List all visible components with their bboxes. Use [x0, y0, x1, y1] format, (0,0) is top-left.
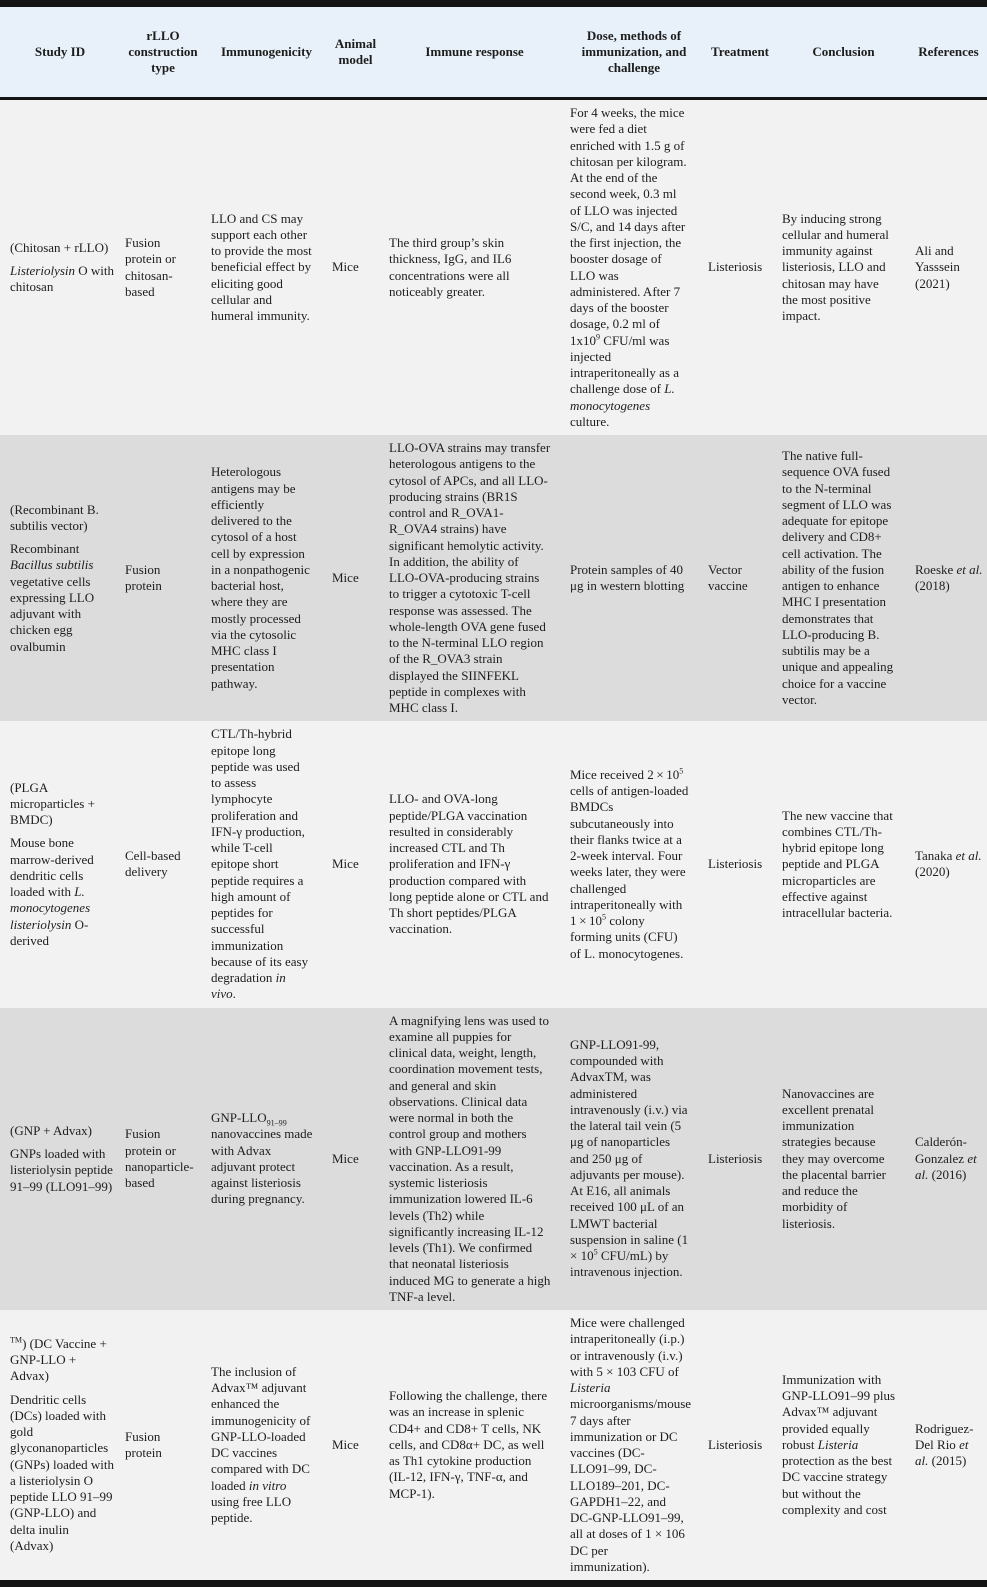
study-id-description: Dendritic cells (DCs) loaded with gold glyconanoparticles (GNPs) loaded with a listeriolysin O peptide LLO 91–99 (GNP-LLO) and delta inulin (Advax): [10, 1391, 114, 1553]
animal-model-cell: Mice: [332, 856, 359, 872]
construction-type-cell: Fusion protein: [125, 561, 162, 594]
animal-model-cell: Mice: [332, 570, 359, 585]
treatment-cell: Listeriosis: [708, 856, 763, 872]
dose-cell: Mice received $2 \times 10^5$ cells of antigen-loaded BMDCs subcutaneously into their flanks twice at a 2-week interval. Four weeks later, they were challenged intraperitoneally with $1 \times 10^5$ colony forming units (CFU) of L. monocytogenes.: [570, 766, 689, 961]
dose-cell: Mice were challenged intraperitoneally (i.p.) or intravenously (i.v.) with 5 × 103 CFU of Listeria microorganisms/mouse 7 days after immunization or DC vaccines (DC-LLO91–99, DC-LLO189–201, DC-GAPDH1–22, and DC-GNP-LLO91–99, all at doses of 1 × 106 DC per immunization).: [570, 1315, 692, 1574]
col-header-animal-model: Animal model: [327, 7, 384, 99]
top-rule: [0, 0, 987, 7]
table-body: [0, 99, 987, 1581]
dose-cell: Protein samples of 40 μg in western blotting: [570, 561, 685, 594]
treatment-cell: Listeriosis: [708, 259, 763, 275]
bottom-rule: [0, 1580, 987, 1587]
dose-cell: For 4 weeks, the mice were fed a diet enriched with 1.5 g of chitosan per kilogram. At the end of the second week, 0.3 ml of LLO was injected S/C, and 14 days after the first injection, the booster dosage of LLO was administered. After 7 days of the booster dosage, 0.2 ml of $1x10^9$ CFU/ml was injected intraperitoneally as a challenge dose of L. monocytogenes culture.: [570, 105, 687, 429]
col-header-conclusion: Conclusion: [777, 7, 910, 99]
treatment-cell: Listeriosis: [708, 1150, 763, 1166]
construction-type-cell: Fusion protein or nanoparticle-based: [125, 1126, 194, 1190]
study-id-label: (Chitosan + rLLO): [10, 239, 109, 255]
construction-type-cell: Fusion protein or chitosan-based: [125, 235, 176, 299]
immunogenicity-cell: The inclusion of Advax™ adjuvant enhanced the immunogenicity of GNP-LLO-loaded DC vaccines compared with DC loaded in vitro using free LLO peptide.: [211, 1363, 311, 1525]
study-id-cell: [0, 435, 120, 721]
construction-type-cell: Cell-based delivery: [125, 848, 181, 880]
col-header-construction-type: rLLO construction type: [120, 7, 206, 99]
references-cell: Roeske et al. (2018): [915, 561, 983, 594]
conclusion-cell: Nanovaccines are excellent prenatal immunization strategies because they may overcome the placental barrier and reduce the morbidity of listeriosis.: [782, 1085, 886, 1231]
col-header-study-id: Study ID: [0, 7, 120, 99]
immune-response-cell: The third group’s skin thickness, IgG, and IL6 concentrations were all noticeably greater.: [389, 235, 512, 299]
col-header-immunogenicity: Immunogenicity: [206, 7, 327, 99]
references-cell: Tanaka et al. (2020): [915, 848, 982, 880]
immune-response-cell: LLO-OVA strains may transfer heterologous antigens to the cytosol of APCs, and all LLO-producing strains (BR1S control and R_OVA1-R_OVA4 strains) have significant hemolytic activity. In addition, the ability of LLO-OVA-producing strains to trigger a cytotoxic T-cell response was assessed. The whole-length OVA gene fused to the N-terminal LLO region of the R_OVA3 strain displayed the SIINFEKL peptide in complexes with MHC class I.: [389, 440, 551, 715]
col-header-immune-response: Immune response: [384, 7, 565, 99]
conclusion-cell: By inducing strong cellular and humeral immunity against listeriosis, LLO and chitosan may have the most positive impact.: [782, 210, 889, 324]
conclusion-cell: The native full-sequence OVA fused to the N-terminal segment of LLO was adequate for epitope delivery and CD8+ cell activation. The ability of the fusion antigen to enhance MHC I presentation demonstrates that LLO-producing B. subtilis may be a unique and appealing choice for a vaccine vector.: [782, 448, 894, 707]
table-row: [0, 1008, 987, 1311]
study-id-description: Recombinant Bacillus subtilis vegetative cells expressing LLO adjuvant with chicken egg ovalbumin: [10, 541, 95, 654]
table-row: [0, 1310, 987, 1580]
study-id-description: Listeriolysin O with chitosan: [10, 262, 115, 295]
conclusion-cell: Immunization with GNP-LLO91–99 plus Advax™ adjuvant provided equally robust Listeria protection as the best DC vaccine strategy but without the complexity and cost: [782, 1371, 896, 1517]
study-id-description: GNPs loaded with listeriolysin peptide 91–99 (LLO91–99): [10, 1146, 113, 1194]
dose-cell: GNP-LLO91-99, compounded with AdvaxTM, was administered intravenously (i.v.) via the lateral tail vein (5 μg of nanoparticles and 250 μg of adjuvants per mouse). At E16, all animals received 100 μL of an LMWT bacterial suspension in saline ($1 \times 10^5$ CFU/mL) by intravenous injection.: [570, 1036, 689, 1280]
immune-response-cell: Following the challenge, there was an increase in splenic CD4+ and CD8+ T cells, NK cells, and CD8α+ DC, as well as Th1 cytokine production (IL-12, IFN-γ, TNF-α, and MCP-1).: [389, 1388, 548, 1501]
study-id-label: (GNP + Advax): [10, 1122, 92, 1138]
immunogenicity-cell: CTL/Th-hybrid epitope long peptide was used to assess lymphocyte proliferation and IFN-γ production, while T-cell epitope short peptide requires a high amount of peptides for successful immunization because of its easy degradation in vivo.: [211, 726, 309, 1002]
construction-type-cell: Fusion protein: [125, 1428, 162, 1460]
study-id-cell: [0, 721, 120, 1007]
references-cell: Calderón-Gonzalez et al. (2016): [915, 1134, 977, 1182]
immunogenicity-cell: GNP-$LLO_{91-99}$ nanovaccines made with Advax adjuvant protect against listeriosis during pregnancy.: [211, 1110, 313, 1207]
table-row: [0, 435, 987, 721]
treatment-cell: Vector vaccine: [708, 561, 748, 594]
conclusion-cell: The new vaccine that combines CTL/Th-hybrid epitope long peptide and PLGA microparticles are effective against intracellular bacteria.: [782, 807, 893, 920]
table-row: [0, 721, 987, 1007]
study-id-cell: [0, 1310, 120, 1580]
animal-model-cell: Mice: [332, 1436, 359, 1452]
immune-response-cell: A magnifying lens was used to examine all puppies for clinical data, weight, length, coordination movement tests, and general and skin observations. Clinical data were normal in both the control group and mothers with GNP-LLO91-99 vaccination. As a result, systemic listeriosis immunization lowered IL-6 levels (Th2) while significantly increasing IL-12 levels (Th1). We confirmed that neonatal listeriosis induced MG to generate a high TNF-a level.: [389, 1012, 551, 1304]
col-header-references: References: [910, 7, 987, 99]
study-id-cell: [0, 1008, 120, 1311]
study-id-label: (Recombinant B. subtilis vector): [10, 501, 99, 533]
immune-response-cell: LLO- and OVA-long peptide/PLGA vaccination resulted in considerably increased CTL and Th proliferation and IFN-γ production compared with long peptide alone or CTL and Th short peptides/PLGA vaccination.: [389, 791, 549, 937]
study-id-label: (PLGA microparticles + BMDC): [10, 779, 95, 828]
study-id-description: Mouse bone marrow-derived dendritic cells loaded with L. monocytogenes listeriolysin O-derived: [10, 835, 94, 948]
studies-table: [0, 7, 987, 1580]
col-header-treatment: Treatment: [703, 7, 777, 99]
treatment-cell: Listeriosis: [708, 1436, 763, 1452]
animal-model-cell: Mice: [332, 1150, 359, 1166]
animal-model-cell: Mice: [332, 259, 359, 275]
col-header-dose: Dose, methods of immunization, and challenge: [565, 7, 703, 99]
immunogenicity-cell: LLO and CS may support each other to provide the most beneficial effect by eliciting good cellular and humeral immunity.: [211, 210, 312, 324]
study-id-cell: [0, 99, 120, 436]
header-row: [0, 7, 987, 99]
table-row: [0, 99, 987, 436]
references-cell: Rodriguez-Del Rio et al. (2015): [915, 1420, 974, 1469]
references-cell: Ali and Yasssein (2021): [915, 243, 960, 291]
study-id-label: ™) (DC Vaccine + GNP-LLO + Advax): [10, 1335, 107, 1384]
immunogenicity-cell: Heterologous antigens may be efficiently delivered to the cytosol of a host cell by expression in a nonpathogenic bacterial host, where they are mostly processed via the cytosolic MHC class I presentation pathway.: [211, 464, 310, 691]
